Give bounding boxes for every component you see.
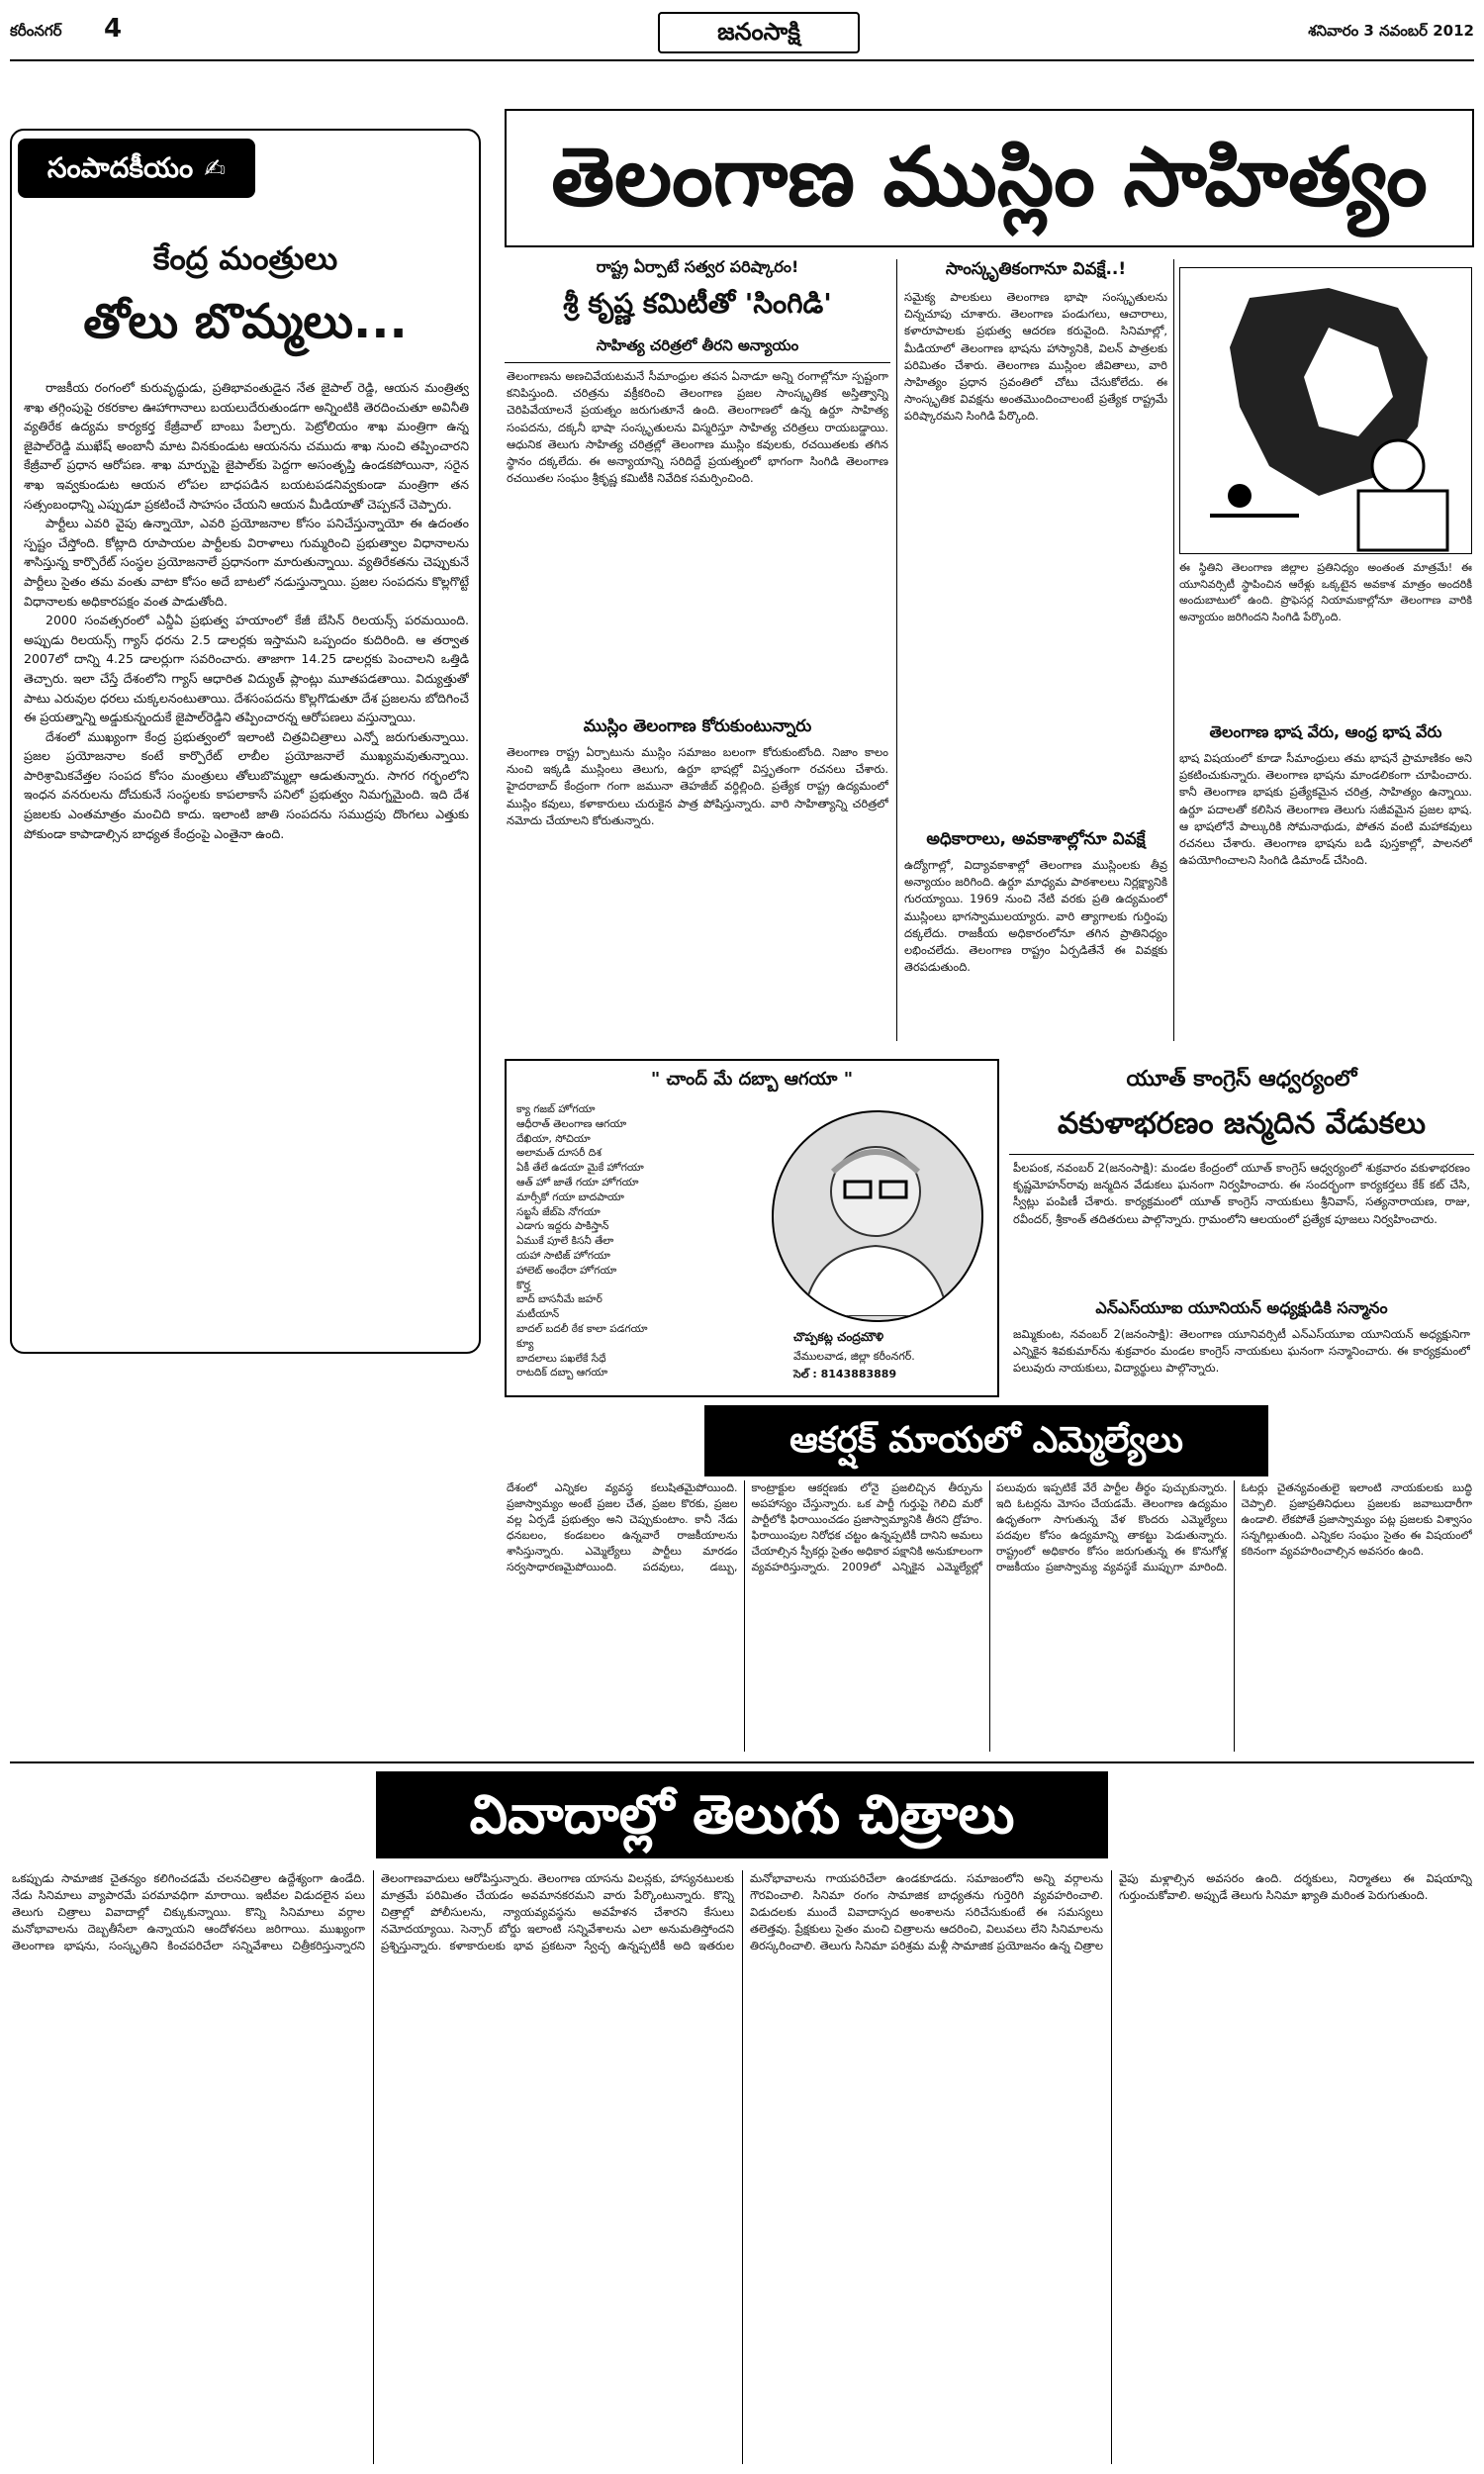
feature-kicker: రాష్ట్ర ఏర్పాటే సత్వర పరిష్కారం!	[596, 257, 799, 276]
feature-headline: శ్రీ కృష్ణ కమిటీతో 'సింగిడి'	[563, 287, 832, 320]
poem-line: ఏముకే పూలే కిసనీ తేలా	[516, 1235, 614, 1248]
column-rule	[896, 259, 897, 1041]
poem-line: అలామత్ దూసరీ దిశ	[516, 1147, 602, 1160]
poem-line: హాలెట్ అంధేరా హోగయా	[516, 1264, 617, 1277]
editorial-label: సంపాదకీయం	[46, 151, 194, 184]
map-cartoon-icon	[1180, 268, 1471, 553]
illustration-caption: ఈ స్థితిని తెలంగాణ జిల్లాల ప్రతినిధ్యం అంతంత మాత్రమే! ఈ యూనివర్సిటీ స్థాపించిన ఆరేళ్లు ఒక్కటైన అవకాశ మాత్రం అందరికీ అందుబాటులో ఉంది. ప్రొఫెసర్ల నియామకాల్లోనూ తెలంగాణ వారికి అన్యాయం జరిగిందని సింగిడి పేర్కొంది.	[1179, 561, 1472, 623]
editorial-paragraph: రాజకీయ రంగంలో కురువృద్ధుడు, ప్రతిభావంతుడైన నేత జైపాల్ రెడ్డి, ఆయన మంత్రిత్వ శాఖ తగ్గింపుపై రకరకాల ఊహాగానాలు బయలుదేరుతుండగా అన్నింటికి తెరదించుతూ అవినీతి వ్యతిరేక ఉద్యమ కార్యకర్త కేజ్రీవాల్ బాంబు పేల్చారు. పెట్రోలియం శాఖ మంత్రిగా ఉన్న జైపాల్‌రెడ్డి ముఖేష్ అంబానీ మాట వినకుండుట ఆయనను చముదు శాఖ నుంచి తప్పించారని కేజ్రీవాల్ ప్రధాన ఆరోపణ. శాఖ మార్పుపై జైపాల్‌కు పెద్దగా అసంతృప్తి ఉండకపోయినా, సరైన శాఖ ఇవ్వకుండుట ఆయన లోపల బాధపడిన బయటపడనివ్వకుండా మంత్రిగా తన సత్సంబంధాన్ని ఎప్పుడూ ప్రకటించే సాహసం చేయని ఆయన మీడియాతో చెప్పకనే చెప్పారు.	[24, 380, 469, 512]
poem-line: కొర్హ	[516, 1279, 530, 1291]
news1-subhead: ఎన్ఎస్‌యూఐ యూనియన్ అధ్యక్షుడికి సన్మానం	[1095, 1298, 1388, 1317]
films-headline: వివాదాల్లో తెలుగు చిత్రాలు	[469, 1783, 1015, 1846]
poem-title: " చాంద్ మే దబ్బా ఆగయా "	[650, 1069, 854, 1090]
masthead-title: జనంసాక్షి	[717, 18, 800, 46]
editorial-paragraph: పార్టీలు ఎవరి వైపు ఉన్నాయో, ఎవరి ప్రయోజనాల కోసం పనిచేస్తున్నాయో ఈ ఉదంతం స్పష్టం చేస్తోంది. కోట్లాది రూపాయల పార్టీలకు విరాళాలు గుమ్మరించి ప్రభుత్వాల విధానాలను శాసిస్తున్న కార్పొరేట్ సంస్థల ప్రయోజనాలే ప్రధానంగా మారుతున్నాయి. వ్యతిరేకతను చెప్పుకునే పార్టీలు సైతం తమ వంతు వాటా కోసం అదే బాటలో నడుస్తున్నాయి. ప్రజల సంపదను కొల్లగొట్టే విధానాలకు అధికారపక్షం వంత పాడుతోంది.	[24, 516, 469, 609]
feature-col1-subhead: ముస్లిం తెలంగాణ కోరుకుంటున్నారు	[583, 716, 812, 736]
feature-title: తెలంగాణ ముస్లిం సాహిత్యం	[551, 131, 1428, 225]
feature-col2-body2: ఉద్యోగాల్లో, విద్యావకాశాల్లో తెలంగాణ ముస్లింలకు తీవ్ర అన్యాయం జరిగింది. ఉర్దూ మాధ్యమ పాఠశాలలు నిర్లక్ష్యానికి గురయ్యాయి. 1969 నుంచి నేటి వరకు ప్రతి ఉద్యమంలో ముస్లింలు భాగస్వాములయ్యారు. వారి త్యాగాలకు గుర్తింపు దక్కలేదు. రాజకీయ అధికారంలోనూ తగిన ప్రాతినిధ్యం లభించలేదు. తెలంగాణ రాష్ట్రం ఏర్పడితేనే ఈ వివక్షకు తెరపడుతుంది.	[904, 858, 1167, 975]
poem-line: ఎడాగు ఇద్దరు పాకిస్తాన్	[516, 1220, 609, 1233]
masthead-logo	[658, 12, 860, 53]
column-rule	[1173, 259, 1174, 1041]
editorial-label-box	[18, 139, 255, 198]
news1-kicker: యూత్ కాంగ్రెస్ ఆధ్వర్యంలో	[1126, 1067, 1357, 1092]
mla-headline: ఆకర్షక్ మాయలో ఎమ్మెల్యేలు	[789, 1420, 1183, 1461]
portrait-icon	[774, 1112, 977, 1316]
poet-phone: సెల్ : 8143883889	[793, 1368, 897, 1380]
feature-col2-heading: సాంస్కృతికంగానూ వివక్షే..!	[945, 259, 1127, 279]
poet-portrait	[772, 1110, 983, 1322]
editorial-body	[24, 378, 469, 1343]
feature-col2-heading2: అధికారాలు, అవకాశాల్లోనూ వివక్షే	[926, 829, 1146, 849]
poem-line: ఆత్ హో జాతే గయా హోగయా	[516, 1176, 639, 1189]
editorial-paragraph: దేశంలో ముఖ్యంగా కేంద్ర ప్రభుత్వంలో ఇలాంటి చిత్రవిచిత్రాలు ఎన్నో జరుగుతున్నాయి. ప్రజల ప్రయోజనాల కంటే కార్పొరేట్ లాబీల ప్రయోజనాలే ముఖ్యమవుతున్నాయి. పారిశ్రామికవేత్తల సంపద కోసం మంత్రులు తోలుబొమ్మల్లా ఆడుతున్నారు. సాగర గర్భంలోని ఇంధన వనరులను దోచుకునే సంస్థలకు కాపలాకాసే పనిలో ప్రభుత్వం నిమగ్నమైంది. ఇది దేశ ప్రజలకు ఎంతమాత్రం మంచిది కాదు. ఇలాంటి జాతి సంపదను సముద్రపు దొంగలు ఎత్తుకు పోకుండా కాపాడాల్సిన బాధ్యత కేంద్రంపై ఎంతైనా ఉంది.	[24, 728, 469, 841]
feature-col2-body: సమైక్య పాలకులు తెలంగాణ భాషా సంస్కృతులను చిన్నచూపు చూశారు. తెలంగాణ పండుగలు, ఆచారాలు, కళారూపాలకు ప్రభుత్వ ఆదరణ కరువైంది. సినిమాల్లో, మీడియాలో తెలంగాణ భాషను హాస్యానికి, విలన్ పాత్రలకు పరిమితం చేశారు. తెలంగాణ ముస్లింల జీవితాలు, వారి సాహిత్యం ప్రధాన స్రవంతిలో చోటు చేసుకోలేదు. ఈ సాంస్కృతిక వివక్షను అంతమొందించాలంటే ప్రత్యేక రాష్ట్రమే పరిష్కారమని సింగిడి పేర్కొంది.	[904, 290, 1167, 424]
place-label: కరీంనగర్	[10, 22, 62, 40]
poem-line: మటీయాన్	[516, 1308, 560, 1321]
poem-line: ఆధీరాత్ తెలంగాణ ఆగయా	[516, 1117, 627, 1130]
editorial-headline-small: కేంద్ర మంత్రులు	[152, 239, 338, 277]
page-header	[10, 8, 1474, 61]
poem-line: బాదలాలు పఖలేకే సేధే	[516, 1352, 606, 1365]
feature-subhead: సాహిత్య చరిత్రలో తీరని అన్యాయం	[505, 336, 890, 363]
issue-date: శనివారం 3 నవంబర్ 2012	[1308, 22, 1474, 40]
poem-line: మార్సీకో గయా బాదపాయా	[516, 1190, 624, 1203]
news1-body: పీలపంక, నవంబర్ 2(జనంసాక్షి): మండల కేంద్రంలో యూత్ కాంగ్రెస్ ఆధ్వర్యంలో శుక్రవారం వకుళాభరణం కృష్ణమోహన్‌రావు జన్మదిన వేడుకలు ఘనంగా నిర్వహించారు. ఈ సందర్భంగా కార్యకర్తలు కేక్ కట్ చేసి, స్వీట్లు పంపిణీ చేశారు. కార్యక్రమంలో యూత్ కాంగ్రెస్ నాయకులు శ్రీనివాస్, సత్యనారాయణ, రాజు, రవీందర్, శ్రీకాంత్ తదితరులు పాల్గొన్నారు. గ్రామంలోని ఆలయంలో ప్రత్యేక పూజలు నిర్వహించారు.	[1013, 1161, 1470, 1226]
films-headline-box	[376, 1771, 1108, 1858]
poem-line: బాదల్ బదలీ ఠేక కాలా పడగయా	[516, 1322, 648, 1335]
editorial-headline-large: తోలు బొమ్మలు...	[83, 294, 408, 349]
poem-line: సబ్ఖసే జేబ్‌పె నోగయా	[516, 1205, 601, 1218]
poem-line: యహా సాటిజ్ హోగయా	[516, 1249, 610, 1262]
poem-line: ఏకీ తేలే ఉడయా మైకే హోగయా	[516, 1162, 644, 1175]
poem-lines	[516, 1102, 764, 1380]
poem-box	[505, 1059, 999, 1397]
news1-headline: వకుళాభరణం జన్మదిన వేడుకలు	[1009, 1106, 1474, 1155]
pen-icon: ✍	[204, 154, 227, 184]
poet-name: చొప్పకట్ల చంద్రమౌళి	[793, 1330, 884, 1344]
news1-body2: జమ్మికుంట, నవంబర్ 2(జనంసాక్షి): తెలంగాణ యూనివర్సిటీ ఎన్ఎస్‌యూఐ యూనియన్ అధ్యక్షునిగా ఎన్నికైన శివకుమార్‌ను శుక్రవారం మండల కాంగ్రెస్ నాయకులు ఘనంగా సన్మానించారు. ఈ కార్యక్రమంలో పలువురు నాయకులు, విద్యార్థులు పాల్గొన్నారు.	[1013, 1327, 1470, 1376]
mla-body: దేశంలో ఎన్నికల వ్యవస్థ కలుషితమైపోయింది. ప్రజాస్వామ్యం అంటే ప్రజల చేత, ప్రజల కొరకు, ప్రజల వల్ల ఏర్పడే ప్రభుత్వం అని చెప్పుకుంటాం. కానీ నేడు ధనబలం, కండబలం ఉన్నవారే రాజకీయాలను శాసిస్తున్నారు. ఎమ్మెల్యేలు పార్టీలు మారడం సర్వసాధారణమైపోయింది. పదవులు, డబ్బు, కాంట్రాక్టుల ఆకర్షణకు లోనై ప్రజలిచ్చిన తీర్పును అపహాస్యం చేస్తున్నారు. ఒక పార్టీ గుర్తుపై గెలిచి మరో పార్టీలోకి ఫిరాయించడం ప్రజాస్వామ్యానికి తీరని ద్రోహం. ఫిరాయింపుల నిరోధక చట్టం ఉన్నప్పటికీ దానిని అమలు చేయాల్సిన స్పీకర్లు సైతం అధికార పక్షానికి అనుకూలంగా వ్యవహరిస్తున్నారు. 2009లో ఎన్నికైన ఎమ్మెల్యేల్లో పలువురు ఇప్పటికే వేరే పార్టీల తీర్థం పుచ్చుకున్నారు. ఇది ఓటర్లను మోసం చేయడమే. తెలంగాణ ఉద్యమం ఉధృతంగా సాగుతున్న వేళ కొందరు ఎమ్మెల్యేలు పదవుల కోసం ఉద్యమాన్ని తాకట్టు పెడుతున్నారు. రాష్ట్రంలో అధికారం కోసం జరుగుతున్న ఈ కొనుగోళ్ల రాజకీయం ప్రజాస్వామ్య వ్యవస్థకే ముప్పుగా మారింది. ఓటర్లు చైతన్యవంతులై ఇలాంటి నాయకులకు బుద్ధి చెప్పాలి. ప్రజాప్రతినిధులు ప్రజలకు జవాబుదారీగా ఉండాలి. లేకపోతే ప్రజాస్వామ్యం పట్ల ప్రజలకు విశ్వాసం సన్నగిల్లుతుంది. ఎన్నికల సంఘం సైతం ఈ విషయంలో కఠినంగా వ్యవహరించాల్సిన అవసరం ఉంది.	[507, 1481, 1472, 1573]
poet-place: వేములవాడ, జిల్లా కరీంనగర్.	[793, 1350, 915, 1363]
films-body: ఒకప్పుడు సామాజిక చైతన్యం కలిగించడమే చలనచిత్రాల ఉద్దేశ్యంగా ఉండేది. నేడు సినిమాలు వ్యాపారమే పరమావధిగా మారాయి. ఇటీవల విడుదలైన పలు తెలుగు చిత్రాలు వివాదాల్లో చిక్కుకున్నాయి. కొన్ని సినిమాలు వర్గాల మనోభావాలను దెబ్బతీసేలా ఉన్నాయని ఆందోళనలు జరిగాయి. ముఖ్యంగా తెలంగాణ భాషను, సంస్కృతిని కించపరిచేలా సన్నివేశాలు చిత్రీకరిస్తున్నారని తెలంగాణవాదులు ఆరోపిస్తున్నారు. తెలంగాణ యాసను విలన్లకు, హాస్యనటులకు మాత్రమే పరిమితం చేయడం అవమానకరమని వారు పేర్కొంటున్నారు. కొన్ని చిత్రాల్లో పోలీసులను, న్యాయవ్యవస్థను అవహేళన చేశారని కేసులు నమోదయ్యాయి. సెన్సార్ బోర్డు ఇలాంటి సన్నివేశాలను ఎలా అనుమతిస్తోందని ప్రశ్నిస్తున్నారు. కళాకారులకు భావ ప్రకటనా స్వేచ్ఛ ఉన్నప్పటికీ అది ఇతరుల మనోభావాలను గాయపరిచేలా ఉండకూడదు. సమాజంలోని అన్ని వర్గాలను గౌరవించాలి. సినిమా రంగం సామాజిక బాధ్యతను గుర్తెరిగి వ్యవహరించాలి. విడుదలకు ముందే వివాదాస్పద అంశాలను సరిచేసుకుంటే ఈ సమస్యలు తలెత్తవు. ప్రేక్షకులు సైతం మంచి చిత్రాలను ఆదరించి, విలువలు లేని సినిమాలను తిరస్కరించాలి. తెలుగు సినిమా పరిశ్రమ మళ్లీ సామాజిక ప్రయోజనం ఉన్న చిత్రాల వైపు మళ్లాల్సిన అవసరం ఉంది. దర్శకులు, నిర్మాతలు ఈ విషయాన్ని గుర్తుంచుకోవాలి. అప్పుడే తెలుగు సినిమా ఖ్యాతి మరింత పెరుగుతుంది.	[12, 1871, 1472, 1952]
telangana-map-illustration	[1179, 267, 1472, 554]
feature-col1-body: తెలంగాణను అణచివేయటమనే సీమాంధ్రుల తపన ఏనాడూ అన్ని రంగాల్లోనూ స్పష్టంగా కనిపిస్తుంది. చరిత్రను వక్రీకరించి తెలంగాణ ప్రజల సాంస్కృతిక అస్తిత్వాన్ని చెరిపివేయాలనే ప్రయత్నం జరుగుతూనే ఉంది. తెలంగాణలో ఉన్న ఉర్దూ సాహిత్య సంపదను, దక్కనీ భాషా సంస్కృతులను విస్మరిస్తూ సాహిత్య చరిత్రలు రాయబడ్డాయి. ఆధునిక తెలుగు సాహిత్య చరిత్రల్లో తెలంగాణ ముస్లిం కవులకు, రచయితలకు తగిన స్థానం దక్కలేదు. ఈ అన్యాయాన్ని సరిదిద్దే ప్రయత్నంలో భాగంగా సింగిడి తెలంగాణ రచయితల సంఘం శ్రీకృష్ణ కమిటీకి నివేదిక సమర్పించింది.	[507, 369, 888, 486]
feature-col1-body2: తెలంగాణ రాష్ట్ర ఏర్పాటును ముస్లిం సమాజం బలంగా కోరుకుంటోంది. నిజాం కాలం నుంచి ఇక్కడి ముస్లింలు తెలుగు, ఉర్దూ భాషల్లో విస్తృతంగా రచనలు చేశారు. హైదరాబాద్ కేంద్రంగా గంగా జమునా తెహజీబ్ వర్ధిల్లింది. ప్రత్యేక రాష్ట్ర ఉద్యమంలో ముస్లిం కవులు, కళాకారులు చురుకైన పాత్ర పోషిస్తున్నారు. వారి సాహిత్యాన్ని చరిత్రలో నమోదు చేయాలని కోరుతున్నారు.	[507, 745, 888, 827]
poem-line: దేఖియా, సోచియా	[516, 1132, 591, 1145]
section-divider	[10, 1761, 1474, 1763]
page-number: 4	[104, 14, 123, 44]
feature-col3-body: భాష విషయంలో కూడా సీమాంధ్రులు తమ భాషనే ప్రామాణికం అని ప్రకటించుకున్నారు. తెలంగాణ భాషను మాండలికంగా చూపించారు. కానీ తెలంగాణ భాషకు ప్రత్యేకమైన చరిత్ర, సాహిత్యం ఉన్నాయి. ఉర్దూ పదాలతో కలిసిన తెలంగాణ తెలుగు సజీవమైన ప్రజల భాష. ఆ భాషలోనే పాల్కురికి సోమనాథుడు, పోతన వంటి మహాకవులు రచనలు చేశారు. తెలంగాణ భాషను బడి పుస్తకాల్లో, పాలనలో ఉపయోగించాలని సింగిడి డిమాండ్ చేసింది.	[1179, 751, 1472, 868]
poem-line: క్యూ	[516, 1337, 534, 1350]
editorial-box	[10, 129, 481, 1354]
poem-line: క్యా గజబ్ హోగయా	[516, 1103, 596, 1115]
poem-line: రాటదిక్ దబ్బా ఆగయా	[516, 1367, 608, 1380]
poem-line: బాద్ బాసనీమే జహర్	[516, 1293, 603, 1306]
feature-title-box	[505, 109, 1474, 247]
editorial-paragraph: 2000 సంవత్సరంలో ఎన్డీఏ ప్రభుత్వ హయాంలో కేజీ బేసిన్ రిలయన్స్ పరమయింది. అప్పుడు రిలయన్స్ గ్యాస్ ధరను 2.5 డాలర్లకు ఇస్తామని ఒప్పందం కుదిరింది. ఆ తర్వాత 2007లో దాన్ని 4.25 డాలర్లుగా సవరించారు. తాజాగా 14.25 డాలర్లకు పెంచాలని ఒత్తిడి తెచ్చారు. ఇలా చేస్తే దేశంలోని గ్యాస్ ఆధారిత విద్యుత్ ప్లాంట్లు మూతపడతాయి. విద్యుత్తుతో పాటు ఎరువుల ధరలు చుక్కలనంటుతాయి. దేశసంపదను కొల్లగొడుతూ దేశ ప్రజలను బోదిగించే ఈ ప్రయత్నాన్ని అడ్డుకున్నందుకే జైపాల్‌రెడ్డిని తప్పించారన్న ఆరోపణలు వస్తున్నాయి.	[24, 613, 469, 725]
feature-col3-heading: తెలంగాణ భాష వేరు, ఆంధ్ర భాష వేరు	[1209, 722, 1442, 741]
